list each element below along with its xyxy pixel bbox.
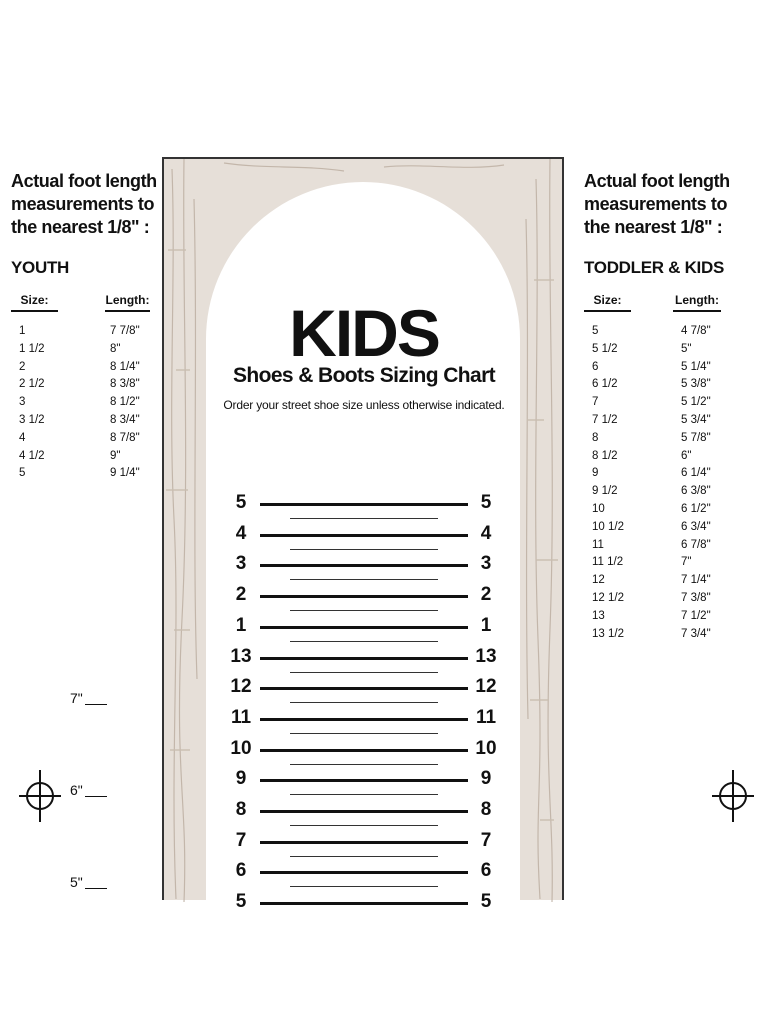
scale-line [260,718,468,721]
ruler-mark-6: 6" [70,782,107,798]
half-size-line [290,733,438,734]
length-header: Length: [673,293,721,312]
length-value: 8 1/4" [110,360,140,373]
length-value: 7 1/2" [681,609,711,622]
scale-line [260,534,468,537]
length-value: 7 3/4" [681,627,711,640]
scale-size-right: 1 [480,614,492,636]
scale-size-left: 1 [235,614,247,636]
length-value: 7 3/8" [681,591,711,604]
youth-group-title: YOUTH [11,258,70,277]
length-value: 5 3/8" [681,378,711,391]
size-value: 5 [592,325,599,337]
ruler-mark-5: 5" [70,874,107,890]
scale-size-right: 10 [475,737,497,759]
size-value: 13 1/2 [592,627,624,640]
size-value: 3 1/2 [19,413,45,426]
scale-size-right: 3 [480,553,492,575]
crosshair-icon [712,768,754,824]
half-size-line [290,610,438,611]
chart-title: KIDS [289,296,439,370]
scale-line [260,503,468,506]
size-value: 5 [19,467,26,480]
scale-line [260,871,468,874]
scale-size-left: 3 [235,553,247,575]
half-size-line [290,518,438,519]
toddler-heading: Actual foot length measurements to the nearest 1/8" : [584,171,730,237]
chart-note: Order your street shoe size unless otherwise indicated. [223,398,505,412]
size-value: 3 [19,396,26,409]
scale-line [260,779,468,782]
length-value: 7" [681,556,692,569]
scale-size-right: 5 [480,891,492,913]
size-value: 11 1/2 [592,556,624,569]
length-value: 5" [681,342,692,355]
size-value: 6 1/2 [592,378,618,391]
scale-line [260,657,468,660]
scale-line [260,595,468,598]
size-value: 7 [592,396,599,409]
length-value: 8 1/2" [110,396,140,409]
scale-size-right: 4 [480,522,492,544]
length-value: 9 1/4" [110,467,140,480]
crosshair-icon [19,768,61,824]
length-value: 8" [110,342,121,355]
scale-size-right: 2 [480,584,492,606]
size-value: 1 [19,325,26,337]
half-size-line [290,886,438,887]
size-value: 10 1/2 [592,520,624,533]
size-value: 8 1/2 [592,449,618,462]
size-value: 2 [19,360,26,373]
size-value: 9 [592,467,599,480]
scale-size-right: 13 [475,645,497,667]
scale-line [260,626,468,629]
scale-size-right: 7 [480,829,492,851]
length-value: 6 3/8" [681,485,711,498]
size-value: 2 1/2 [19,378,45,391]
scale-line [260,564,468,567]
scale-size-left: 10 [230,737,252,759]
half-size-line [290,856,438,857]
scale-line [260,687,468,690]
scale-size-right: 11 [475,706,497,728]
length-value: 7 7/8" [110,325,140,337]
chart-subtitle: Shoes & Boots Sizing Chart [232,364,496,387]
size-value: 9 1/2 [592,485,618,498]
length-value: 6 1/2" [681,502,711,515]
length-value: 5 1/2" [681,396,711,409]
scale-size-left: 9 [235,768,247,790]
half-size-line [290,672,438,673]
half-size-line [290,702,438,703]
scale-line [260,902,468,905]
size-value: 13 [592,609,605,622]
length-value: 5 3/4" [681,413,711,426]
size-value: 12 1/2 [592,591,624,604]
length-value: 7 1/4" [681,574,711,587]
scale-size-right: 5 [480,492,492,513]
scale-size-right: 6 [480,860,492,882]
youth-heading: Actual foot length measurements to the nearest 1/8" : [11,171,157,237]
length-value: 5 7/8" [681,431,711,444]
scale-size-left: 7 [235,829,247,851]
half-size-line [290,579,438,580]
scale-size-left: 11 [230,706,252,728]
length-value: 8 3/4" [110,413,140,426]
scale-size-right: 8 [480,799,492,820]
size-value: 5 1/2 [592,342,618,355]
scale-size-left: 6 [235,860,247,882]
length-value: 8 7/8" [110,431,140,444]
half-size-line [290,641,438,642]
length-value: 9" [110,449,121,462]
half-size-line [290,825,438,826]
size-header: Size: [11,293,58,312]
half-size-line [290,794,438,795]
length-value: 6 1/4" [681,467,711,480]
scale-size-right: 9 [480,768,492,790]
size-value: 12 [592,574,605,587]
scale-size-left: 13 [230,645,252,667]
scale-size-left: 4 [235,522,247,544]
ruler-mark-7: 7" [70,690,107,706]
scale-size-left: 5 [235,492,247,513]
size-value: 11 [592,538,604,551]
length-value: 6" [681,449,692,462]
length-value: 8 3/8" [110,378,140,391]
half-size-line [290,764,438,765]
size-value: 8 [592,431,599,444]
size-value: 4 1/2 [19,449,45,462]
length-value: 5 1/4" [681,360,711,373]
size-value: 7 1/2 [592,413,618,426]
size-value: 1 1/2 [19,342,45,355]
half-size-line [290,549,438,550]
length-value: 6 3/4" [681,520,711,533]
scale-line [260,841,468,844]
size-header: Size: [584,293,631,312]
size-value: 6 [592,360,599,373]
scale-line [260,749,468,752]
size-value: 4 [19,431,26,444]
scale-size-left: 5 [235,891,247,913]
scale-size-left: 8 [235,799,247,820]
size-value: 10 [592,502,605,515]
length-header: Length: [105,293,150,312]
length-value: 4 7/8" [681,325,711,337]
scale-size-left: 12 [230,676,252,698]
scale-line [260,810,468,813]
toddler-group-title: TODDLER & KIDS [584,258,724,277]
scale-size-left: 2 [235,584,247,606]
scale-size-right: 12 [475,676,497,698]
length-value: 6 7/8" [681,538,711,551]
